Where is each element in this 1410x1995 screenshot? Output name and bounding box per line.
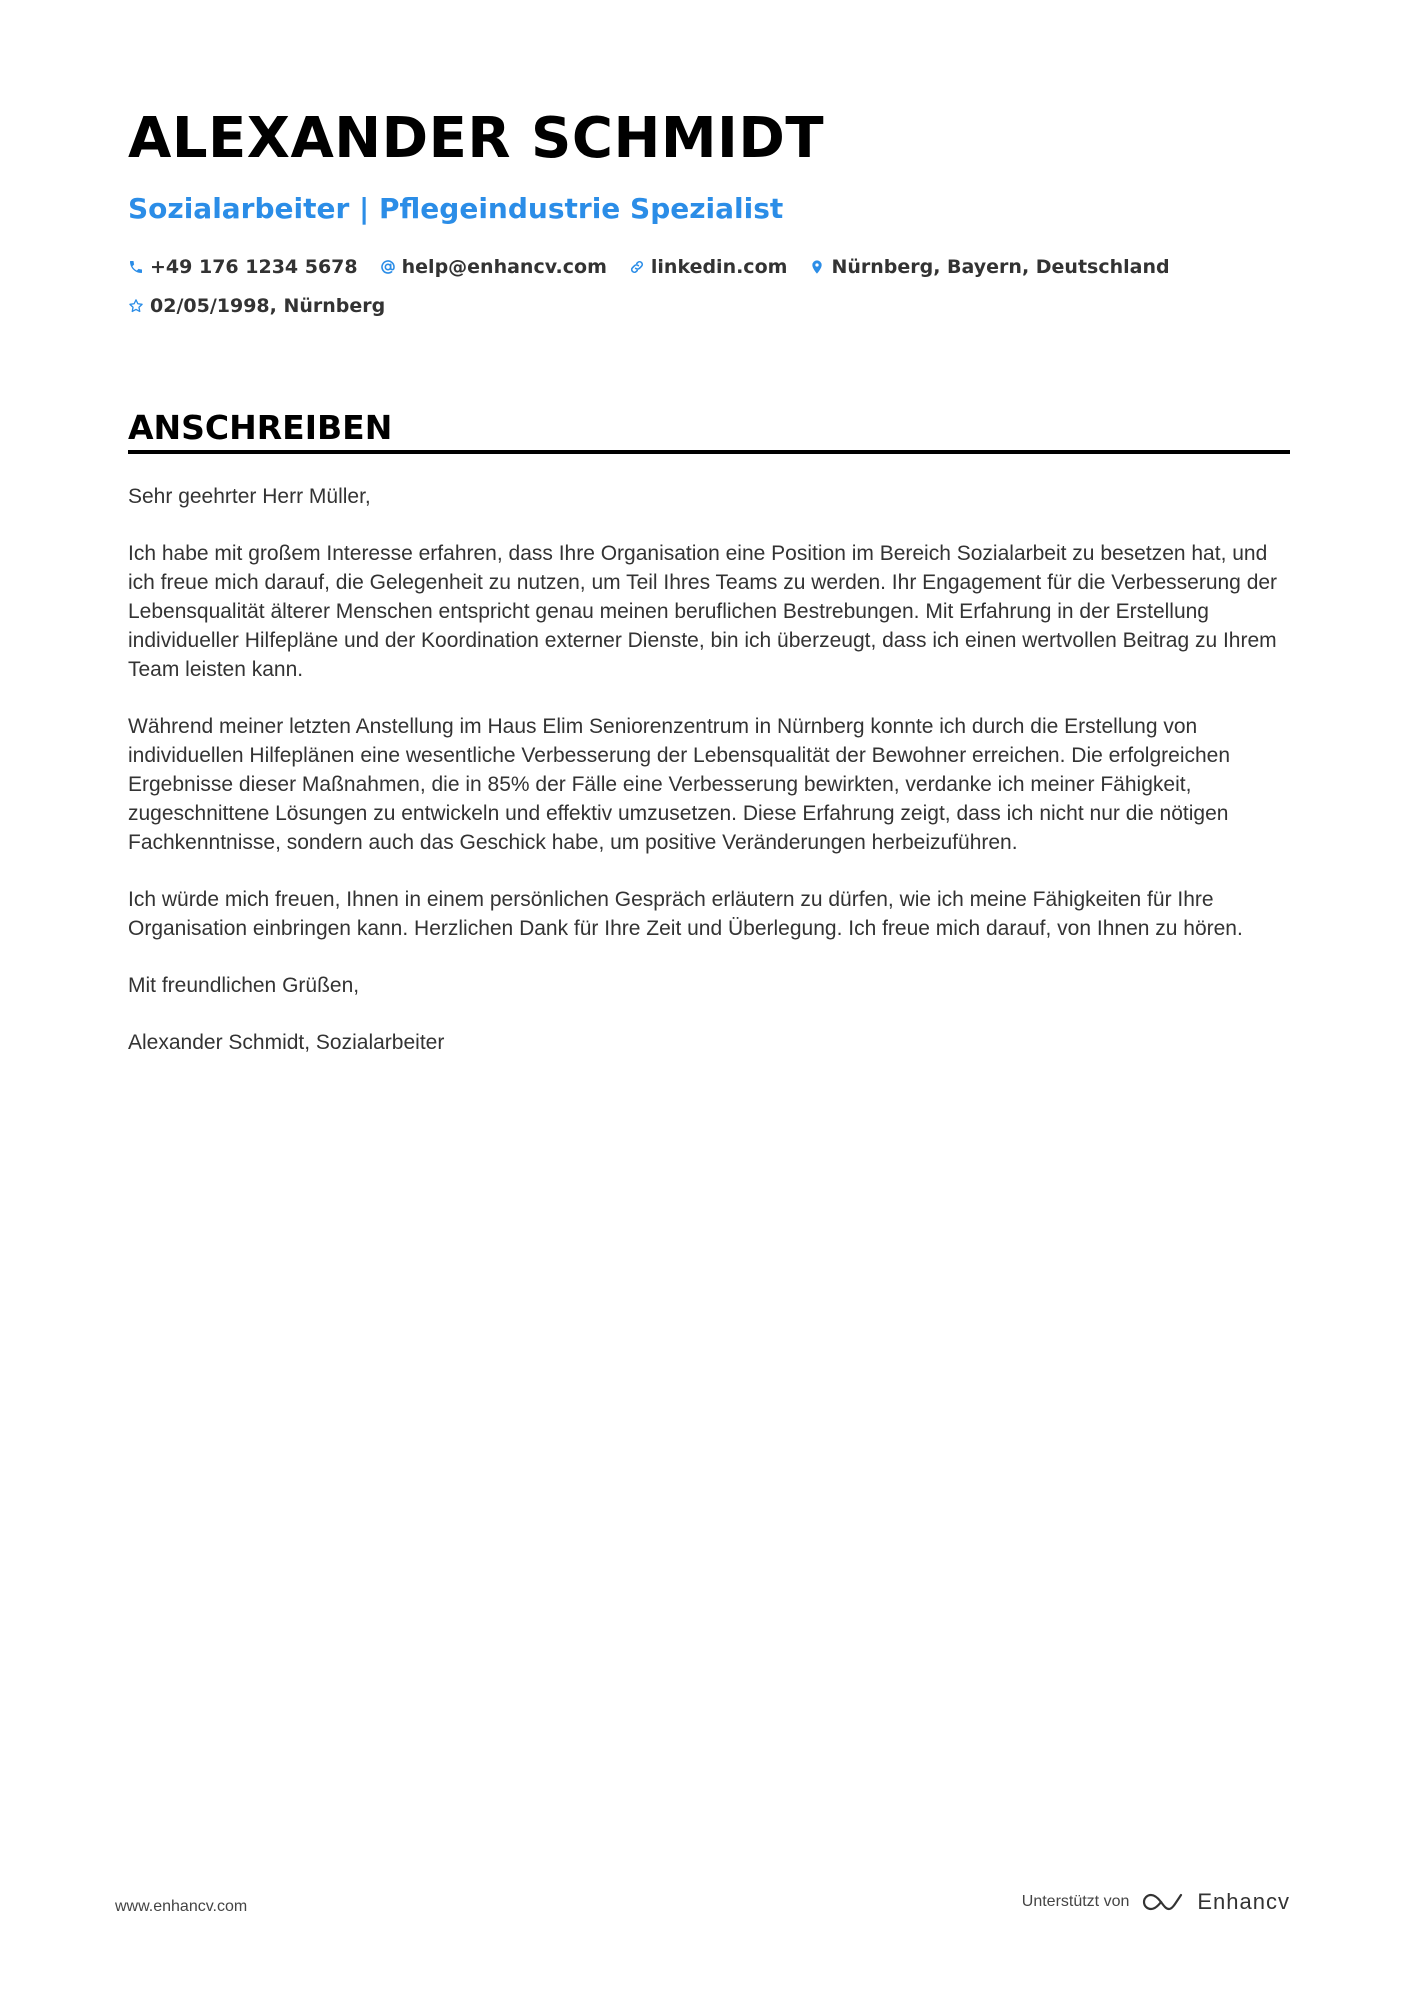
contact-row-2 xyxy=(128,295,407,317)
contact-location xyxy=(809,256,1169,278)
powered-by-label: Unterstützt von xyxy=(1021,1893,1130,1910)
contact-birth xyxy=(128,295,385,317)
contact-phone xyxy=(128,256,358,278)
section-divider xyxy=(128,450,1290,454)
salutation: Sehr geehrter Herr Müller, xyxy=(128,485,371,508)
at-sign-icon xyxy=(380,259,396,275)
contact-row xyxy=(128,256,1192,278)
footer-branding xyxy=(1022,1889,1290,1915)
brand-name: Enhancv xyxy=(1197,1889,1290,1914)
birth-text: 02/05/1998, Nürnberg xyxy=(150,295,386,317)
letter-body xyxy=(128,482,1290,1085)
map-pin-icon xyxy=(809,259,825,275)
footer-website[interactable]: www.enhancv.com xyxy=(115,1898,248,1915)
section-title: ANSCHREIBEN xyxy=(128,408,393,447)
signature: Alexander Schmidt, Sozialarbeiter xyxy=(128,1031,445,1054)
link-icon xyxy=(629,259,645,275)
job-title: Sozialarbeiter | Pflegeindustrie Spezialist xyxy=(128,192,784,225)
paragraph-3: Ich würde mich freuen, Ihnen in einem persönlichen Gespräch erläutern zu dürfen, wie ich meine Fähigkeiten für Ihre Organisation einbringen kann. Herzlichen Dank für Ihre Zeit und Überlegung. Ich freue mich darauf, von Ihnen zu hören. xyxy=(128,888,1243,940)
applicant-name: ALEXANDER SCHMIDT xyxy=(128,106,825,171)
star-icon xyxy=(128,298,144,314)
paragraph-1: Ich habe mit großem Interesse erfahren, dass Ihre Organisation eine Position im Bereich Sozialarbeit zu besetzen hat, und ich freue mich darauf, die Gelegenheit zu nutzen, um Teil Ihres Teams zu werden. Ihr Engagement für die Verbesserung der Lebensqualität älterer Menschen entspricht genau meinen beruflichen Bestrebungen. Mit Erfahrung in der Erstellung individueller Hilfepläne und der Koordination externer Dienste, bin ich überzeugt, dass ich einen wertvollen Beitrag zu Ihrem Team leisten kann. xyxy=(128,542,1278,681)
contact-email[interactable] xyxy=(380,256,607,278)
phone-text: +49 176 1234 5678 xyxy=(150,256,358,278)
closing: Mit freundlichen Grüßen, xyxy=(128,974,360,997)
contact-linkedin[interactable] xyxy=(629,256,788,278)
linkedin-text[interactable]: linkedin.com xyxy=(650,256,788,278)
enhancv-logo-icon xyxy=(1141,1890,1187,1914)
location-text: Nürnberg, Bayern, Deutschland xyxy=(831,256,1170,278)
phone-icon xyxy=(128,259,144,275)
paragraph-2: Während meiner letzten Anstellung im Haus Elim Seniorenzentrum in Nürnberg konnte ich durch die Erstellung von individuellen Hilfeplänen eine wesentliche Verbesserung der Lebensqualität der Bewohner erreichen. Die erfolgreichen Ergebnisse dieser Maßnahmen, die in 85% der Fälle eine Verbesserung bewirkten, verdanke ich meiner Fähigkeit, zugeschnittene Lösungen zu entwickeln und effektiv umzusetzen. Diese Erfahrung zeigt, dass ich nicht nur die nötigen Fachkenntnisse, sondern auch das Geschick habe, um positive Veränderungen herbeizuführen. xyxy=(128,715,1231,854)
email-text[interactable]: help@enhancv.com xyxy=(401,256,607,278)
